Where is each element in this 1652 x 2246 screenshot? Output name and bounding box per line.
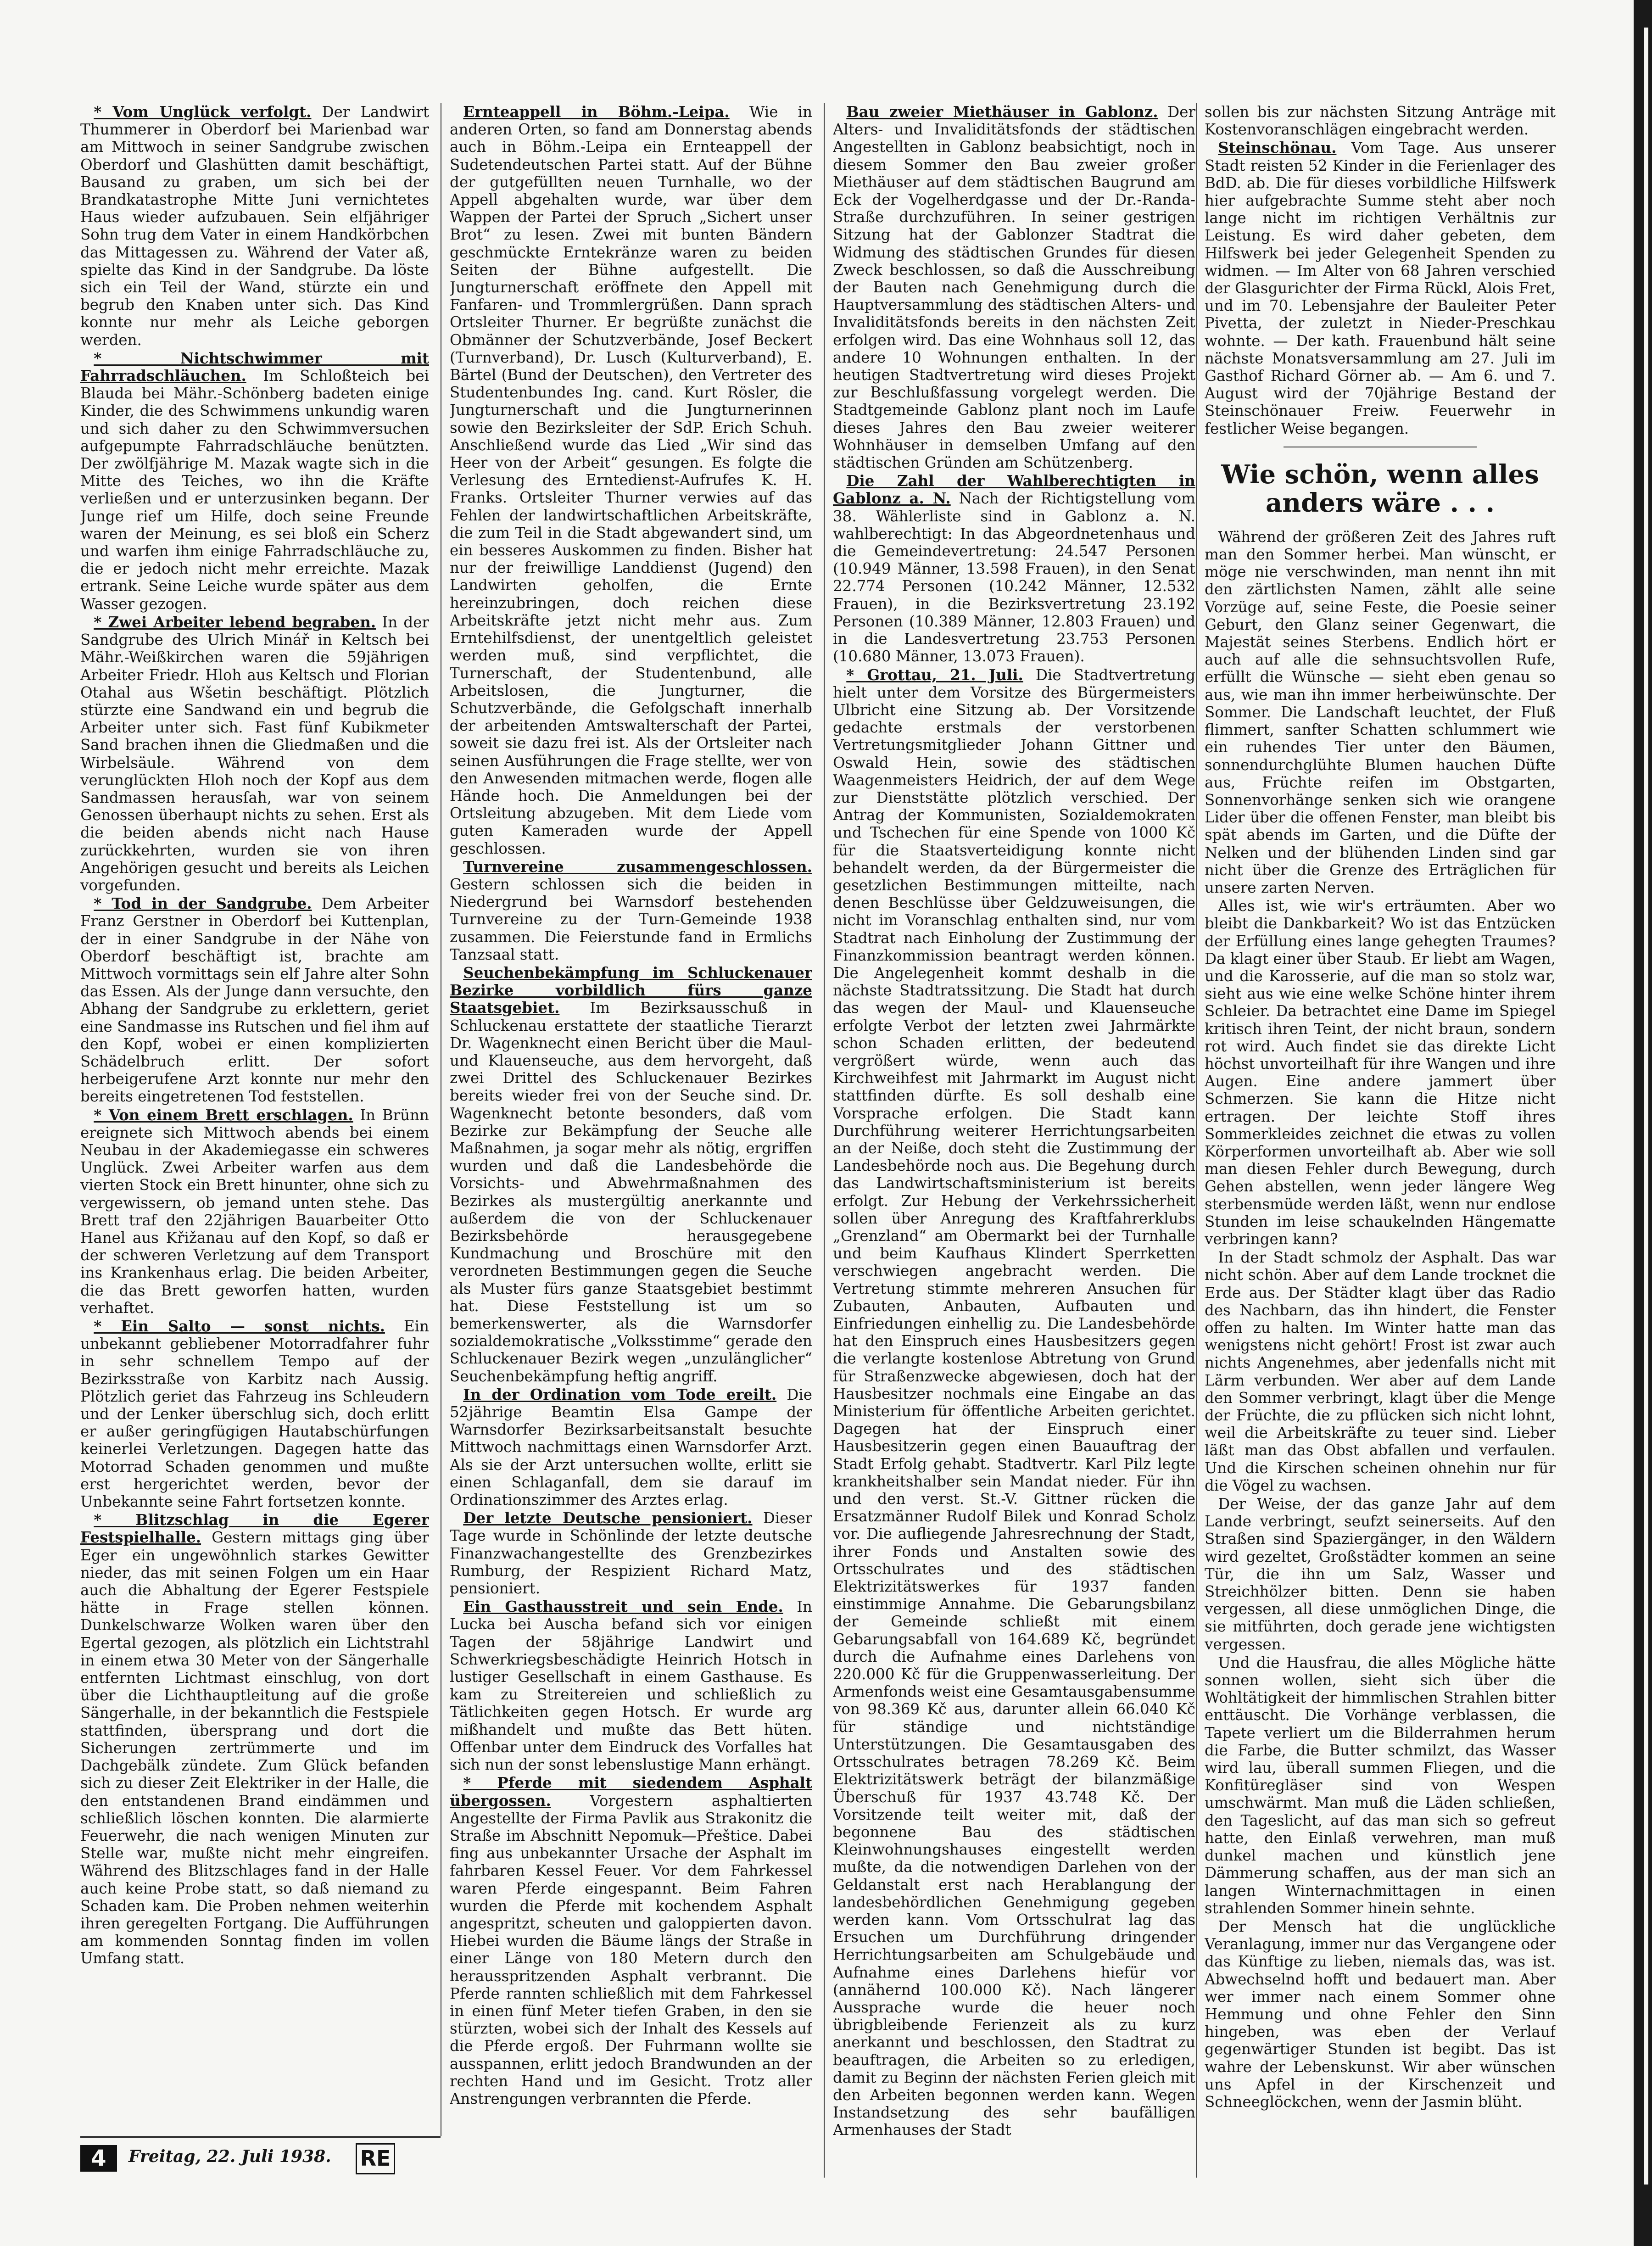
article-headline: * Von einem Brett erschlagen. xyxy=(94,1106,353,1124)
article-headline: Bau zweier Miethäuser in Gablonz. xyxy=(846,103,1158,121)
news-article xyxy=(80,614,429,894)
feature-paragraph: Alles ist, wie wir's erträumten. Aber wo bleibt die Dankbarkeit? Wo ist das Entzücken der Erfüllung eines lange gehegten Traumes? Da klagt einer über Staub. Er liebt am Wagen, und die Karosserie, auf die man so stolz war, sieht aus wie eine welke Schöne hinter ihrem Schleier. Da betrachtet eine Dame im Spiegel kritisch ihren Teint, der nicht braun, sondern rot wird. Auch findet sie das direkte Licht höchst unvorteilhaft für ihre Wangen und ihre Augen. Eine andere jammert über Schmerzen. Sie kann die Hitze nicht ertragen. Der leichte Stoff ihres Sommerkleides zeichnet die etwas zu vollen Körperformen unvorteilhaft ab. Aber wie soll man diesen Fehler durch Bewegung, durch Gehen abstellen, wenn jeder längere Weg sterbensmüde werden läßt, wenn nur endlose Stunden im leise schaukelnden Hängematte verbringen kann? xyxy=(1205,897,1556,1248)
article-headline: Turnvereine zusammengeschlossen. xyxy=(463,857,812,876)
column-rule xyxy=(1196,103,1197,2178)
feature-paragraph: Und die Hausfrau, die alles Mögliche hätte sonnen wollen, sieht sich über die Wohltätigkeit der himmlischen Strahlen bitter enttäuscht. Die Vorhänge verblassen, die Tapete verliert um die Bilderrahmen herum die Farbe, die Butter schmilzt, das Wasser wird lau, überall summen Fliegen, und die Konfitüregläser sind von Wespen umschwärmt. Man muß die Läden schließen, den Tageslicht, auf das man sich so gefreut hatte, den Einlaß verwehren, man muß dunkel machen und künstlich jene Dämmerung schaffen, aus der man sich an langen Winternachmittagen in einen strahlenden Sommer hinein sehnte. xyxy=(1205,1654,1556,1917)
feature-body xyxy=(1205,528,1556,2111)
column-1 xyxy=(80,103,429,2178)
news-article xyxy=(833,472,1195,665)
page-edge xyxy=(1634,0,1652,2246)
article-text: Vorgestern asphaltierten Angestellte der Firma Pavlik aus Strakonitz die Straße im Abschnitt Nepomuk—Přeštice. Dabei fing aus unbekannter Ursache der Asphalt im fahrbaren Kessel Feuer. Vor dem Fahrkessel waren Pferde eingespannt. Beim Fahren wurden die Pferde mit kochendem Asphalt angespritzt, scheuten und galoppierten davon. Hiebei wurden die Bäume längs der Straße in einer Länge von 180 Metern durch den herausspritzenden Asphalt verbrannt. Die Pferde rannten schließlich mit dem Fahrkessel in einen fünf Meter tiefen Graben, in den sie stürzten, wobei sich der Inhalt des Kessels auf die Pferde ergoß. Der Fuhrmann wollte sie ausspannen, erlitt jedoch Brandwunden an der rechten Hand und im Gesicht. Trotz aller Anstrengungen verbrannten die Pferde. xyxy=(450,1792,812,2107)
feature-paragraph: Der Weise, der das ganze Jahr auf dem Lande verbringt, seufzt seinerseits. Auf den Straßen sind Spaziergänger, in den Wäldern wird gezeltet, Großstädter kommen an seine Tür, die ihn um Salz, Wasser und Streichhölzer bitten. Denn sie haben vergessen, all diese unmöglichen Dinge, die sie mitführten, doch gerade jene wichtigsten vergessen. xyxy=(1205,1495,1556,1653)
article-headline: * Vom Unglück verfolgt. xyxy=(94,103,312,121)
local-news xyxy=(1205,103,1556,437)
article-text: In Lucka bei Auscha befand sich vor einigen Tagen der 58jährige Landwirt und Schwerkriegsbeschädigte Heinrich Hotsch in lustiger Gesellschaft in einem Gasthause. Es kam zu Streitereien und schließlich zu Tätlichkeiten gegen Hotsch. Er wurde arg mißhandelt und mußte das Bett hüten. Offenbar unter dem Eindruck des Vorfalles hat sich nun der sonst lebenslustige Mann erhängt. xyxy=(450,1598,812,1774)
news-article xyxy=(450,1509,812,1597)
news-article xyxy=(80,1511,429,1967)
news-article xyxy=(1205,139,1556,437)
article-text: Vom Tage. Aus unserer Stadt reisten 52 Kinder in die Ferienlager des BdD. ab. Die für dieses vorbildliche Hilfswerk hier aufgebrachte Summe steht aber noch lange nicht im richtigen Verhältnis zur Leistung. Es wird daher gebeten, dem Hilfswerk bei jeder Gelegenheit Spenden zu widmen. — Im Alter von 68 Jahren verschied der Glasgurichter der Firma Rückl, Alois Fret, und im 70. Lebensjahre der Bauleiter Peter Pivetta, der zuletzt in Nieder-Preschkau wohnte. — Der kath. Frauenbund hält seine nächste Monatsversammlung am 27. Juli im Gasthof Richard Görner ab. — Am 6. und 7. August wird der 70jährige Bestand der Steinschönauer Freiw. Feuerwehr in festlicher Weise begangen. xyxy=(1205,139,1556,437)
page-number: 4 xyxy=(80,2145,117,2172)
news-article xyxy=(833,103,1195,471)
news-article xyxy=(80,103,429,349)
article-headline: * Nichtschwimmer mit Fahrradschläuchen. xyxy=(80,349,429,385)
article-text: Gestern schlossen sich die beiden in Niedergrund bei Warnsdorf bestehenden Turnvereine zu der Turn-Gemeinde 1938 zusammen. Die Feierstunde fand in Ermlichs Tanzsaal statt. xyxy=(450,875,812,963)
feature-title: Wie schön, wenn alles anders wäre . . . xyxy=(1221,459,1539,518)
article-text: Die 52jährige Beamtin Elsa Gampe der Warnsdorfer Bezirksarbeitsanstalt besuchte Mittwoch nachmittags einen Warnsdorfer Arzt. Als sie der Arzt untersuchen wollte, erlitt sie einen Schlaganfall, dem sie darauf im Ordinationszimmer des Arztes erlag. xyxy=(450,1386,812,1509)
column-3 xyxy=(833,103,1195,2178)
article-headline: * Ein Salto — sonst nichts. xyxy=(94,1317,385,1335)
article-headline: Der letzte Deutsche pensioniert. xyxy=(463,1509,753,1527)
news-article xyxy=(833,666,1195,2139)
news-article xyxy=(450,1774,812,2107)
article-text: Dieser Tage wurde in Schönlinde der letzte deutsche Finanzwachangestellte des Grenzbezirkes Rumburg, der Respizient Richard Matz, pensioniert. xyxy=(450,1509,812,1598)
news-article xyxy=(450,103,812,857)
article-headline: * Grottau, 21. Juli. xyxy=(846,665,1023,684)
article-headline: Die Zahl der Wahlberechtigten in Gablonz a. N. xyxy=(833,472,1195,508)
article-text: Im Schloßteich bei Blauda bei Mähr.-Schönberg badeten einige Kinder, die des Schwimmens unkundig waren und sich daher zu den Schwimmversuchen aufgepumpte Fahrradschläuche benützten. Der zwölfjährige M. Mazak wagte sich in die Mitte des Teiches, wo ihn die Kräfte verließen und er unterzusinken begann. Der Junge rief um Hilfe, doch seine Freunde waren der Meinung, es sei bloß ein Scherz und warfen ihm einige Fahrradschläuche zu, die er jedoch nicht mehr erreichte. Mazak ertrank. Seine Leiche wurde später aus dem Wasser gezogen. xyxy=(80,367,429,613)
article-headline: * Zwei Arbeiter lebend begraben. xyxy=(94,613,376,631)
article-headline: Seuchenbekämpfung im Schluckenauer Bezirke vorbildlich fürs ganze Staatsgebiet. xyxy=(450,963,812,1017)
article-text: Nach der Richtigstellung vom 38. Wählerliste sind in Gablonz a. N. wahlberechtigt: In das Abgeordnetenhaus und die Gemeindevertretung: 24.547 Personen (10.949 Männer, 13.598 Frauen), in den Senat 22.774 Personen (10.242 Männer, 12.532 Frauen), in die Bezirksvertretung 23.192 Personen (10.389 Männer, 12.803 Frauen) und in die Landesvertretung 23.753 Personen (10.680 Männer, 13.073 Frauen). xyxy=(833,490,1195,665)
article-headline: In der Ordination vom Tode ereilt. xyxy=(463,1385,777,1403)
feature-paragraph: Während der größeren Zeit des Jahres ruft man den Sommer herbei. Man wünscht, er möge nie verschwinden, man nennt ihn mit den zärtlichsten Namen, zählt alle seine Vorzüge auf, seine Feste, die Poesie seiner Geburt, den Glanz seiner Gegenwart, die Majestät seines Sterbens. Endlich hört er auch auf alle die sehnsuchtsvollen Rufe, erfüllt die Wünsche — sieht eben genau so aus, wie man ihn immer herbeiwünschte. Der Sommer. Die Landschaft leuchtet, der Fluß flimmert, sanfter Schatten schlummert wie ein ruhendes Tier unter den Bäumen, sonnendurchglühte Blumen hauchen Düfte aus, Früchte reifen im Obstgarten, Sonnenvorhänge senken sich wie orangene Lider über die offenen Fenster, man bleibt bis spät abends im Garten, und die Düfte der Nelken und der blühenden Linden sind gar nicht über die Grenze des Erträglichen für unsere zarten Nerven. xyxy=(1205,528,1556,896)
article-text: Der Landwirt Thummerer in Oberdorf bei Marienbad war am Mittwoch in seiner Sandgrube zwischen Oberdorf und Glashütten damit beschäftigt, Bausand zu graben, um sich bei der Brandkatastrophe Mitte Juni vernichtetes Haus wieder aufzubauen. Sein elfjähriger Sohn trug dem Vater in einem Handkörbchen das Mittagessen zu. Während der Vater aß, spielte das Kind in der Sandgrube. Da löste sich ein Teil der Wand, stürzte ein und begrub den Knaben unter sich. Das Kind konnte nur mehr als Leiche geborgen werden. xyxy=(80,103,429,349)
article-headline: * Blitzschlag in die Egerer Festspielhalle. xyxy=(80,1511,429,1547)
article-text: Dem Arbeiter Franz Gerstner in Oberdorf bei Kuttenplan, der in einer Sandgrube in der Nähe von Oberdorf beschäftigt ist, brachte am Mittwoch vormittags sein elf Jahre alter Sohn das Essen. Als der Junge dann versuchte, den Abhang der Sandgrube zu erklettern, geriet eine Sandmasse ins Rutschen und fiel ihm auf den Kopf, wobei er einen komplizierten Schädelbruch erlitt. Der sofort herbeigerufene Arzt konnte nur mehr den bereits eingetretenen Tod feststellen. xyxy=(80,895,429,1106)
article-headline: Ernteappell in Böhm.-Leipa. xyxy=(463,103,730,121)
article-headline: * Tod in der Sandgrube. xyxy=(94,894,312,913)
article-headline: Steinschönau. xyxy=(1218,139,1337,157)
article-headline: Ein Gasthausstreit und sein Ende. xyxy=(463,1598,783,1616)
news-article xyxy=(450,858,812,963)
article-text: Der Alters- und Invaliditätsfonds der städtischen Angestellten in Gablonz beabsichtigt, noch in diesem Sommer den Bau zweier großer Miethäuser auf dem städtischen Baugrund am Eck der Vogelherdgasse und der Dr.-Randa-Straße durchzuführen. In seiner gestrigen Sitzung hat der Gablonzer Stadtrat die Widmung des städtischen Grundes für diesen Zweck beschlossen, so daß die Ausschreibung der Bauten nach Genehmigung durch die Hauptversammlung des städtischen Alters- und Invaliditätsfonds bereits in den nächsten Zeit erfolgen wird. Das eine Wohnhaus soll 12, das andere 10 Wohnungen enthalten. In der heutigen Stadtvertretung wird dieses Projekt zur Beschlußfassung vorgelegt werden. Die Stadtgemeinde Gablonz plant noch im Laufe dieses Jahres den Bau zweier weiterer Wohnhäuser in demselben Umfang auf den städtischen Gründen am Schützenberg. xyxy=(833,103,1195,472)
column-4 xyxy=(1205,103,1556,2178)
news-article xyxy=(450,1386,812,1509)
feature-paragraph: Der Mensch hat die unglückliche Veranlagung, immer nur das Vergangene oder das Künftige zu lieben, niemals das, was ist. Abwechselnd hofft und bedauert man. Aber wer immer nach einem Sommer ohne Hemmung und ohne Fehler den Sinn hingeben, was eben der Verlauf gegenwärtiger Stunden ist begibt. Das ist wahre der Lebenskunst. Wir aber wünschen uns Apfel in der Kirschenzeit und Schneeglöckchen, wenn der Jasmin blüht. xyxy=(1205,1917,1556,2111)
column-2 xyxy=(450,103,812,2178)
article-headline: * Pferde mit siedendem Asphalt übergossen. xyxy=(450,1774,812,1810)
article-text: sollen bis zur nächsten Sitzung Anträge mit Kostenvoranschlägen eingebracht werden. xyxy=(1205,103,1556,139)
newspaper-logo: RE xyxy=(356,2143,395,2174)
news-article xyxy=(80,350,429,613)
article-text: In Brünn ereignete sich Mittwoch abends bei einem Neubau in der Akademiegasse ein schweres Unglück. Zwei Arbeiter warfen aus dem vierten Stock ein Brett hinunter, ohne sich zu vergewissern, ob jemand unten stehe. Das Brett traf den 22jährigen Bauarbeiter Otto Hanel aus Křižanau auf den Kopf, so daß er der schweren Verletzung auf dem Transport ins Krankenhaus erlag. Die beiden Arbeiter, die das Brett geworfen hatten, wurden verhaftet. xyxy=(80,1106,429,1317)
news-article xyxy=(80,1318,429,1510)
article-text: In der Sandgrube des Ulrich Minář in Keltsch bei Mähr.-Weißkirchen waren die 59jährigen Arbeiter Friedr. Hloh aus Keltsch und Florian Otahal aus Wšetin beschäftigt. Plötzlich stürzte eine Sandwand ein und begrub die Arbeiter unter sich. Fast fünf Kubikmeter Sand brachen ihnen die Gliedmaßen und die Wirbelsäule. Während von dem verunglückten Hloh noch der Kopf aus dem Sandmassen herausſah, war von seinem Genossen überhaupt nichts zu sehen. Erst als die beiden abends nicht nach Hause zurückkehrten, wurden sie von ihren Angehörigen gesucht und bereits als Leichen vorgefunden. xyxy=(80,613,429,894)
feature-paragraph: In der Stadt schmolz der Asphalt. Das war nicht schön. Aber auf dem Lande trocknet die Erde aus. Der Städter klagt über das Radio des Nachbarn, das ihn hindert, die Fenster offen zu halten. Im Winter hatte man das wenigstens nicht gehört! Frost ist zwar auch nichts Angenehmes, aber jedenfalls nicht mit Lärm verbunden. Wer aber auf dem Lande den Sommer verbringt, klagt über die Menge der Früchte, die zu pflücken sich nicht lohnt, weil die Arbeitskräfte zu teuer sind. Lieber läßt man das Obst abfallen und verfaulen. Und die Kirschen scheinen ohnehin nur für die Vögel zu wachsen. xyxy=(1205,1249,1556,1494)
news-article xyxy=(1205,103,1556,138)
issue-date: Freitag, 22. Juli 1938. xyxy=(128,2147,331,2166)
article-text: Gestern mittags ging über Eger ein ungewöhnlich starkes Gewitter nieder, das mit seinen Folgen um ein Haar auch die Abhaltung der Egerer Festspiele hätte in Frage stellen können. Dunkelschwarze Wolken waren über den Egertal gezogen, als plötzlich ein Lichtstrahl in einem etwa 30 Meter von der Sängerhalle entfernten Lichtmast einschlug, von dort über die Lichthauptleitung auf die große Sängerhalle, in der bekanntlich die Festspiele stattfinden, übersprang und dort die Sicherungen zertrümmerte und im Dachgebälk zündete. Zum Glück befanden sich zu dieser Zeit Elektriker in der Halle, die den entstandenen Brand eindämmen und schließlich löschen konnten. Die alarmierte Feuerwehr, die nach wenigen Minuten zur Stelle war, mußte nicht mehr eingreifen. Während des Blitzschlages fand in der Halle auch keine Probe statt, so daß niemand zu Schaden kam. Die Proben nehmen weiterhin ihren geregelten Fortgang. Die Aufführungen am kommenden Sonntag finden im vollen Umfang statt. xyxy=(80,1529,429,1967)
news-article xyxy=(450,964,812,1385)
news-article xyxy=(80,895,429,1105)
article-text: Wie in anderen Orten, so fand am Donnerstag abends auch in Böhm.-Leipa ein Ernteappell der Sudetendeutschen Partei statt. Auf der Bühne der gutgefüllten neuen Turnhalle, wo der Appell abgehalten wurde, war über dem Wappen der Partei der Spruch „Sichert unser Brot“ zu lesen. Zwei mit bunten Bändern geschmückte Erntekränze waren zu beiden Seiten der Bühne aufgestellt. Die Jungturnerschaft eröffnete den Appell mit Fanfaren- und Trommlergrüßen. Dann sprach Ortsleiter Thurner. Er begrüßte zunächst die Obmänner der Schutzverbände, Josef Beckert (Turnverband), Dr. Lusch (Kulturverband), E. Bärtel (Bund der Deutschen), den Vertreter des Studentenbundes Ing. cand. Kurt Rösler, die Jungturnerschaft und die Jungturnerinnen sowie den Bezirksleiter der SdP. Erich Schuh. Anschließend wurde das Lied „Wir sind das Heer von der Arbeit“ gesungen. Es folgte die Verlesung des Erntedienst-Aufrufes K. H. Franks. Ortsleiter Thurner verwies auf das Fehlen der landwirtschaftlichen Arbeitskräfte, die zum Teil in die Stadt abgewandert sind, um ein besseres Auskommen zu finden. Bisher hat nur der freiwillige Landdienst (Jugend) den Landwirten geholfen, die Ernte hereinzubringen, doch reichen diese Arbeitskräfte jetzt nicht mehr aus. Zum Erntehilfsdienst, der unentgeltlich geleistet werden muß, sind verpflichtet, die Turnerschaft, der Studentenbund, alle Arbeitslosen, die Jungturner, die Schutzverbände, die Gefolgschaft innerhalb der arbeitenden Amtswalterschaft der Partei, soweit sie dazu frei ist. Als der Ortsleiter nach seinen Ausführungen die Frage stellte, wer von den Anwesenden mitmachen werde, flogen alle Hände hoch. Die Anmeldungen bei der Ortsleitung abzugeben. Mit dem Liede vom guten Kameraden wurde der Appell geschlossen. xyxy=(450,103,812,857)
article-text: Ein unbekannt gebliebener Motorradfahrer fuhr in sehr schnellem Tempo auf der Bezirksstraße von Karbitz nach Aussig. Plötzlich geriet das Fahrzeug ins Schleudern und der Lenker überschlug sich, doch erlitt er außer geringfügigen Hautabschürfungen keinerlei Verletzungen. Dagegen hatte das Motorrad Schaden genommen und mußte erst hergerichtet werden, bevor der Unbekannte seine Fahrt fortsetzen konnte. xyxy=(80,1318,429,1511)
article-text: Im Bezirksausschuß in Schluckenau erstattete der staatliche Tierarzt Dr. Wagenknecht einen Bericht über die Maul- und Klauenseuche, aus dem hervorgeht, daß zwei Drittel des Schluckenauer Bezirkes bereits wieder frei von der Seuche sind. Dr. Wagenknecht betonte besonders, daß vom Bezirke zur Bekämpfung der Seuche alle Maßnahmen, ja sogar mehr als nötig, ergriffen wurden und daß die Landesbehörde die Vorsichts- und Abwehrmaßnahmen des Bezirkes als mustergültig anerkannte und außerdem die von der Schluckenauer Bezirksbehörde herausgegebene Kundmachung und Broschüre mit den verordneten Bestimmungen gegen die Seuche als Muster fürs ganze Staatsgebiet bestimmt hat. Diese Feststellung ist um so bemerkenswerter, als die Warnsdorfer sozialdemokratische „Volksstimme“ gerade den Schluckenauer Bezirk wegen „unzulänglicher“ Seuchenbekämpfung heftig angriff. xyxy=(450,999,812,1385)
news-article xyxy=(450,1598,812,1773)
article-text: Die Stadtvertretung hielt unter dem Vorsitze des Bürgermeisters Ulbricht eine Sitzung ab. Der Vorsitzende gedachte erstmals der verstorbenen Vertretungsmitglieder Johann Gittner und Oswald Hein, sowie des städtischen Waagenmeisters Heidrich, der auf dem Wege zur Dienststätte plötzlich verschied. Der Antrag der Kommunisten, Sozialdemokraten und Tschechen für eine Spende von 1000 Kč für die Staatsverteidigung konnte nicht behandelt werden, da der Bürgermeister die gesetzlichen Bestimmungen mitteilte, nach denen Beschlüsse über Geldzuweisungen, die nicht im Voranschlag enthalten sind, nur vom Stadtrat nach Einholung der Zustimmung der Finanzkommission beantragt werden können. Die Angelegenheit kommt deshalb in die nächste Stadtratssitzung. Die Stadt hat durch das wegen der Maul- und Klauenseuche erfolgte Verbot der letzten zwei Jahrmärkte schon Schaden erlitten, der bedeutend vergrößert würde, wenn auch das Kirchweihfest mit Jahrmarkt im August nicht stattfinden dürfte. Es soll deshalb eine Vorsprache erfolgen. Die Stadt kann Durchführung weiterer Herrichtungsarbeiten an der Neiße, doch steht die Zustimmung der Landesbehörde noch aus. Die Begehung durch das Landwirtschaftsministerium ist bereits erfolgt. Zur Hebung der Verkehrssicherheit sollen über Anregung des Kraftfahrerklubs „Grenzland“ am Obermarkt bei der Turnhalle und beim Kaufhaus Klindert Sperrketten verschwiegen angebracht werden. Die Vertretung stimmte mehreren Ansuchen für Zubauten, Anbauten, Aufbauten und Einfriedungen einhellig zu. Die Landesbehörde hat den Einspruch eines Hausbesitzers gegen die verlangte kostenlose Abtretung von Grund für Straßenzwecke abgewiesen, doch hat der Hausbesitzer nochmals eine Eingabe an das Ministerium für öffentliche Arbeiten gerichtet. Dagegen hat der Einspruch einer Hausbesitzerin gegen einen Bauauftrag der Stadt Erfolg gehabt. Stadtvertr. Karl Pilz legte krankheitshalber sein Mandat nieder. Für ihn und den verst. St.-V. Gittner rücken die Ersatzmänner Rudolf Bilek und Konrad Scholz vor. Die aufliegende Jahresrechnung der Stadt, ihrer Fonds und Anstalten sowie des Ortsschulrates und des städtischen Elektrizitätswerkes für 1937 fanden einstimmige Annahme. Die Gebarungsbilanz der Gemeinde schließt mit einem Gebarungsabfall von 164.689 Kč, begründet durch die Aufnahme eines Darlehens von 220.000 Kč für die Gruppenwasserleitung. Der Armenfonds weist eine Gesamtausgabensumme von 98.369 Kč aus, darunter allein 66.040 Kč für ständige und nichtständige Unterstützungen. Die Gesamtausgaben des Ortsschulrates betragen 78.269 Kč. Beim Elektrizitätswerk beträgt der bilanzmäßige Überschuß für 1937 43.748 Kč. Der Vorsitzende teilt weiter mit, daß der begonnene Bau des städtischen Kleinwohnungshauses eingestellt werden mußte, da die notwendigen Darlehen von der Geldanstalt erst nach Herablangung der landesbehördlichen Genehmigung gegeben werden kann. Vom Ortsschulrat lag das Ersuchen um Durchführung dringender Herrichtungsarbeiten am Schulgebäude und Aufnahme eines Darlehens hiefür vor (annähernd 100.000 Kč). Nach längerer Aussprache wurde die heuer noch übrigbleibende Ferienzeit als zu kurz anerkannt und beschlossen, den Stadtrat zu beauftragen, die Arbeiten so zu erledigen, damit zu Beginn der nächsten Ferien gleich mit den Arbeiten begonnen werden kann. Wegen Instandsetzung des sehr baufälligen Armenhauses der Stadt xyxy=(833,666,1195,2139)
news-article xyxy=(80,1106,429,1317)
newspaper-page xyxy=(80,103,1556,2178)
column-rule xyxy=(824,103,825,2178)
page-footer xyxy=(80,2136,441,2172)
